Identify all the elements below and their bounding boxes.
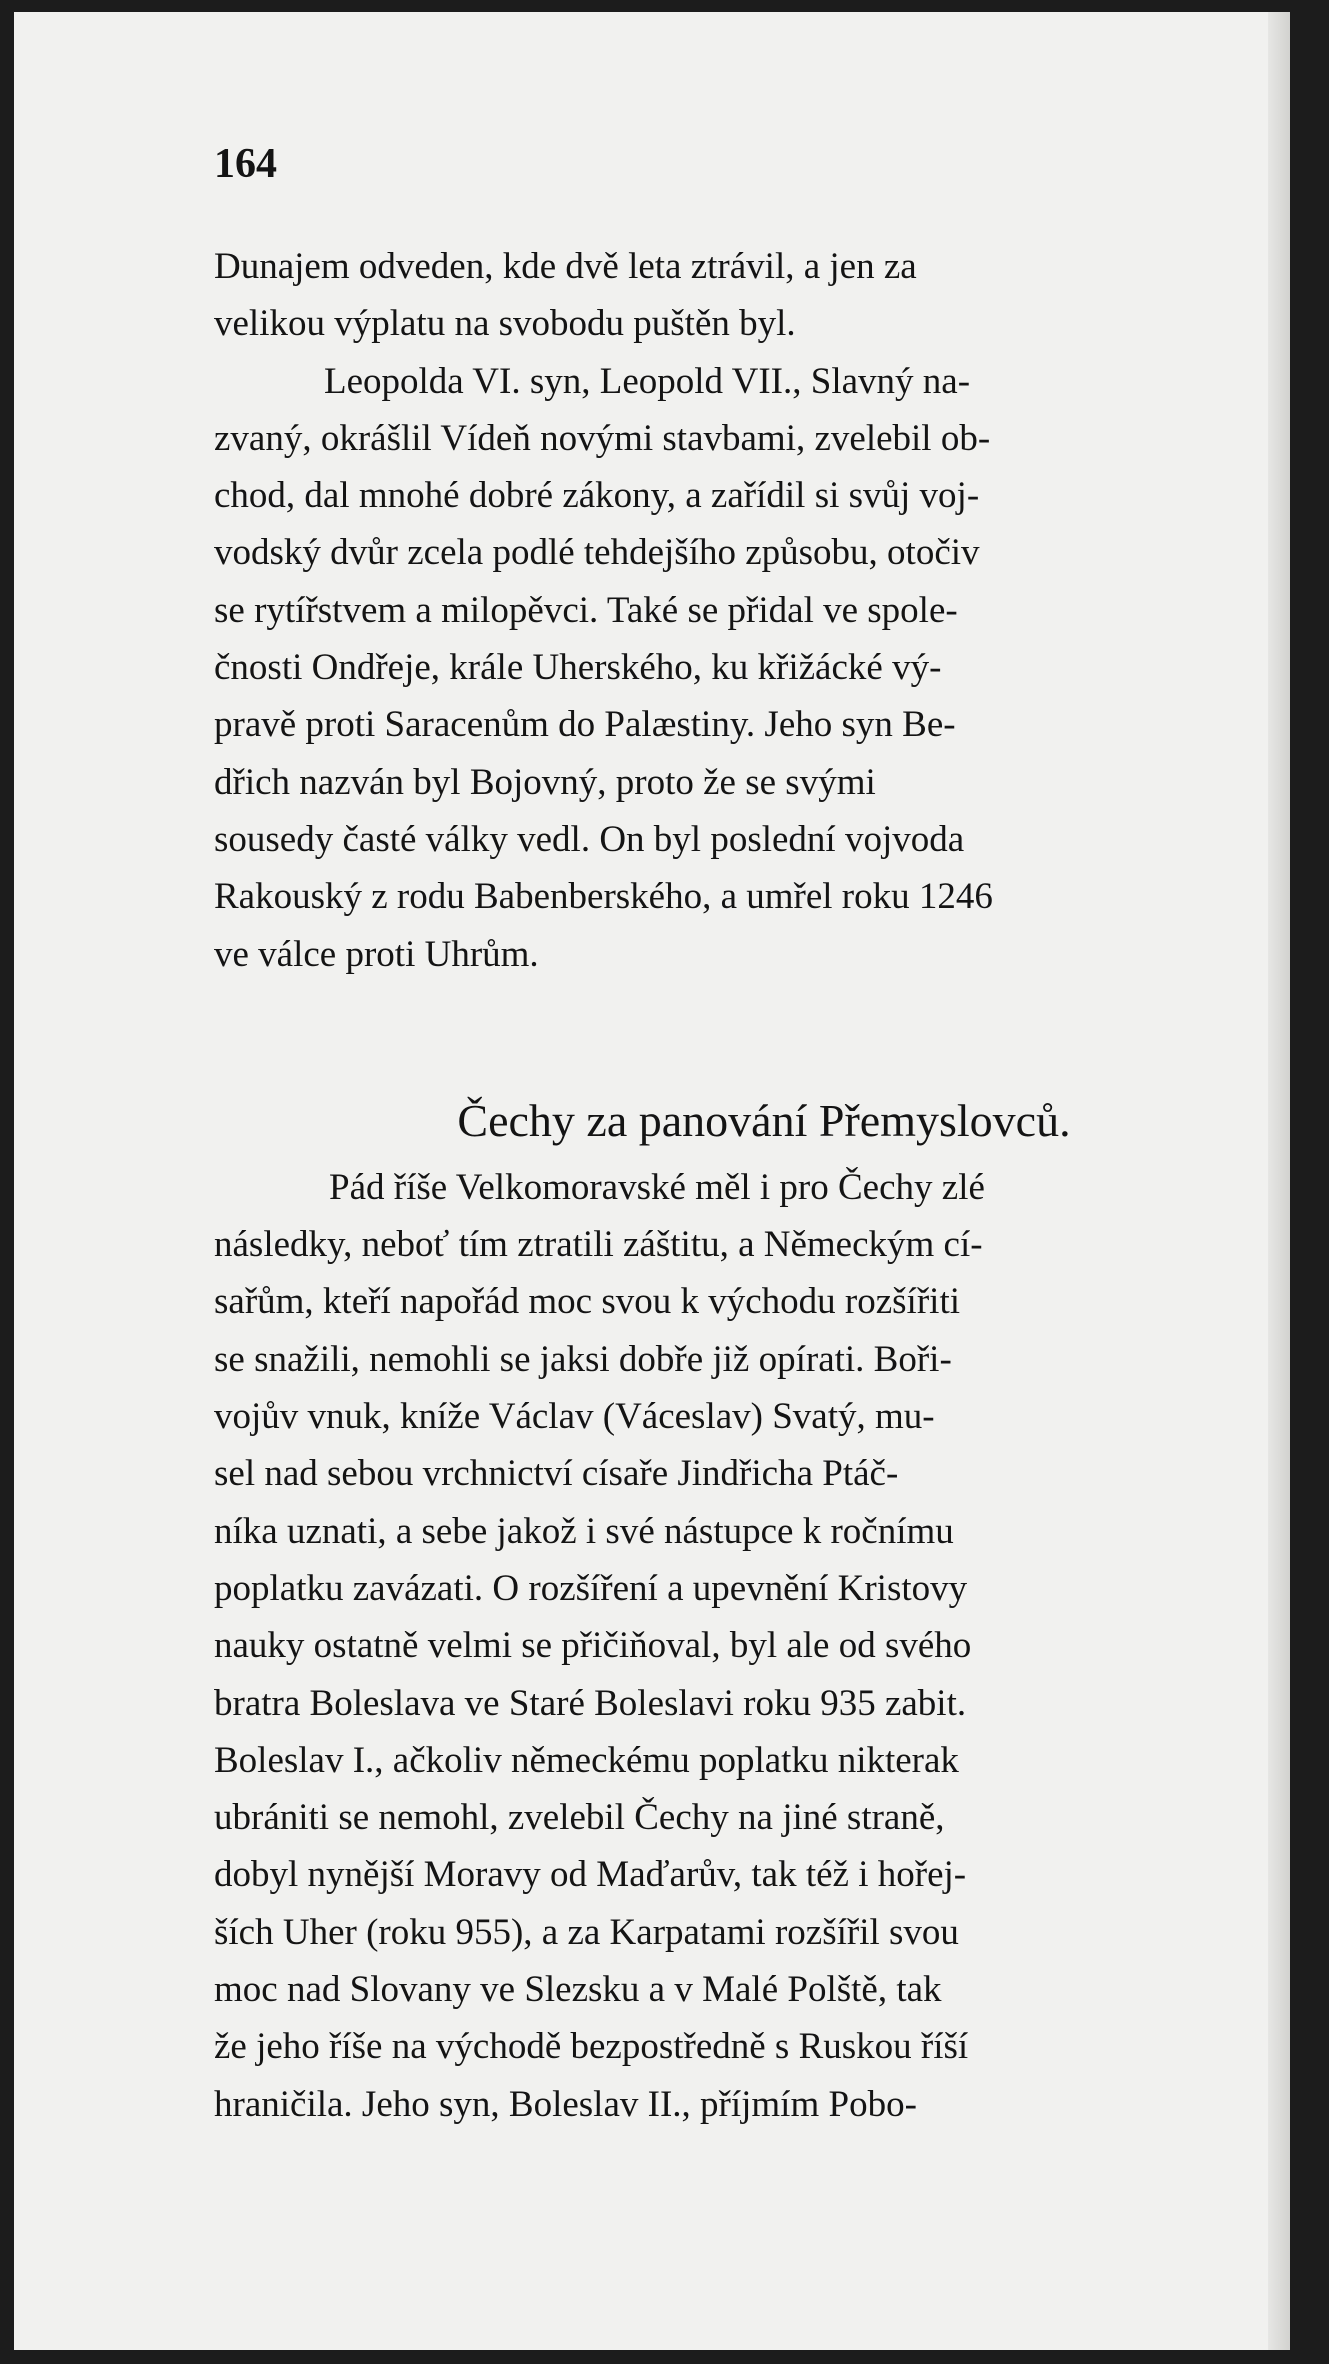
text-line: následky, neboť tím ztratili záštitu, a Německým cí-: [214, 1224, 983, 1266]
text-line: Pád říše Velkomoravské měl i pro Čechy zlé: [329, 1166, 985, 1208]
text-line: dřich nazván byl Bojovný, proto že se svými: [214, 761, 876, 803]
book-page: [14, 12, 1290, 2350]
text-line: ších Uher (roku 955), a za Karpatami rozšířil svou: [214, 1911, 959, 1953]
text-line: Dunajem odveden, kde dvě leta ztrávil, a jen za: [214, 246, 917, 287]
text-line: že jeho říše na východě bezpostředně s Ruskou říší: [214, 2026, 969, 2068]
text-line: velikou výplatu na svobodu puštěn byl.: [214, 303, 796, 345]
body-text: [214, 238, 1254, 2133]
text-line: sousedy časté války vedl. On byl poslední vojvoda: [214, 818, 965, 860]
text-line: Boleslav I., ačkoliv německému poplatku nikterak: [214, 1739, 959, 1781]
page-edge: [1268, 12, 1290, 2350]
text-line: se snažili, nemohli se jaksi dobře již opírati. Boři-: [214, 1338, 952, 1380]
text-line: pravě proti Saracenům do Palæstiny. Jeho syn Be-: [214, 704, 956, 746]
text-line: ubrániti se nemohl, zvelebil Čechy na jiné straně,: [214, 1797, 945, 1839]
text-line: se rytířstvem a milopěvci. Také se přidal ve spole-: [214, 589, 958, 631]
text-line: vojův vnuk, kníže Václav (Váceslav) Svatý, mu-: [214, 1396, 935, 1438]
text-line: poplatku zavázati. O rozšíření a upevnění Kristovy: [214, 1567, 968, 1609]
text-line: bratra Boleslava ve Staré Boleslavi roku 935 zabit.: [214, 1682, 967, 1724]
text-line: nauky ostatně velmi se přičiňoval, byl ale od svého: [214, 1625, 972, 1667]
text-line: vodský dvůr zcela podlé tehdejšího způsobu, otočiv: [214, 532, 980, 574]
page-number: 164: [214, 141, 277, 187]
text-line: hraničila. Jeho syn, Boleslav II., příjmím Pobo-: [214, 2083, 917, 2125]
text-line: dobyl nynější Moravy od Maďarův, tak též i hořej-: [214, 1854, 967, 1896]
text-line: chod, dal mnohé dobré zákony, a zařídil si svůj voj-: [214, 475, 980, 517]
text-line: Rakouský z rodu Babenberského, a umřel roku 1246: [214, 876, 993, 918]
text-line: čnosti Ondřeje, krále Uherského, ku křižácké vý-: [214, 647, 942, 689]
text-line: sel nad sebou vrchnictví císaře Jindřicha Ptáč-: [214, 1453, 899, 1495]
section-heading: Čechy za panování Přemyslovců.: [457, 1094, 1071, 1146]
text-line: ve válce proti Uhrům.: [214, 933, 539, 975]
text-line: zvaný, okrášlil Vídeň novými stavbami, zvelebil ob-: [214, 417, 991, 459]
text-line: níka uznati, a sebe jakož i své nástupce k ročnímu: [214, 1510, 954, 1552]
text-line: Leopolda VI. syn, Leopold VII., Slavný na-: [324, 360, 971, 402]
text-line: sařům, kteří napořád moc svou k východu rozšířiti: [214, 1281, 960, 1323]
text-line: moc nad Slovany ve Slezsku a v Malé Polště, tak: [214, 1969, 942, 2011]
